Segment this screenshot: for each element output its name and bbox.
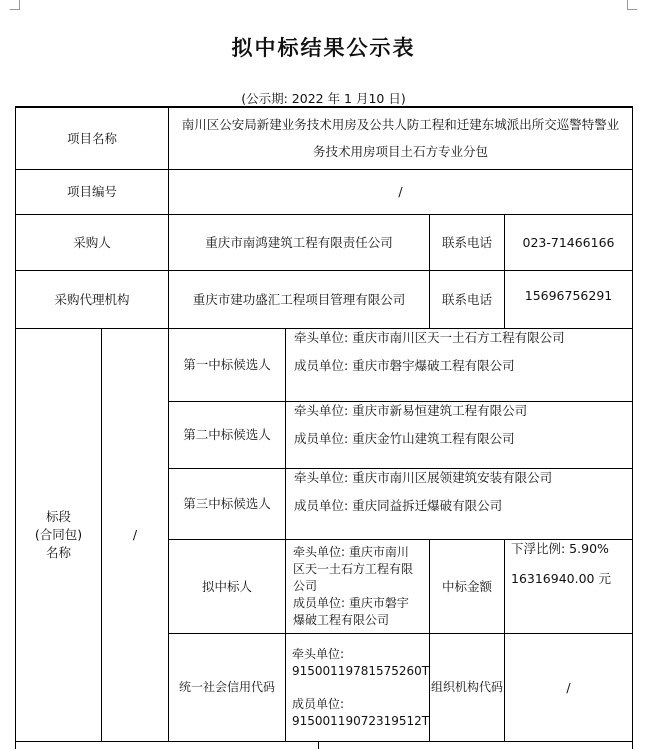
bid-amount: 16316940.00 元 bbox=[511, 571, 611, 586]
agency-phone-label: 联系电话 bbox=[441, 291, 492, 307]
section-value: / bbox=[132, 527, 138, 542]
candidate-2-label: 第二中标候选人 bbox=[183, 427, 271, 442]
credit-member-code: 91500119072319512T bbox=[292, 713, 430, 728]
credit-lead-code: 91500119781575260T bbox=[292, 663, 430, 678]
candidate-2-member: 成员单位: 重庆金竹山建筑工程有限公司 bbox=[294, 431, 515, 446]
credit-code-label: 统一社会信用代码 bbox=[178, 680, 275, 694]
candidate-2-lead: 牵头单位: 重庆市新易恒建筑工程有限公司 bbox=[294, 403, 528, 418]
candidate-2-detail bbox=[294, 402, 632, 468]
agency-phone-value: 15696756291 bbox=[524, 288, 613, 303]
winner-line2: 区天一土石方工程有限 bbox=[293, 562, 414, 576]
section-label-line2: (合同包) bbox=[34, 527, 83, 542]
buyer-phone-value: 023-71466166 bbox=[522, 234, 615, 250]
project-no-value: / bbox=[398, 184, 403, 199]
candidate-3-label: 第三中标候选人 bbox=[183, 496, 271, 511]
project-name-line2: 务技术用房项目土石方专业分包 bbox=[312, 144, 488, 159]
buyer-label: 采购人 bbox=[73, 234, 111, 250]
page-title: 拟中标结果公示表 bbox=[231, 36, 416, 60]
winner-line5: 爆破工程有限公司 bbox=[293, 613, 390, 627]
project-no-label: 项目编号 bbox=[66, 184, 117, 199]
credit-lead-label: 牵头单位: bbox=[292, 646, 345, 661]
agency-label: 采购代理机构 bbox=[54, 291, 130, 307]
project-name-label: 项目名称 bbox=[66, 130, 117, 146]
section-label-line3: 名称 bbox=[45, 545, 71, 560]
candidate-3-detail bbox=[294, 469, 632, 539]
org-code-label: 组织机构代码 bbox=[430, 680, 503, 694]
candidate-3-member: 成员单位: 重庆同益拆迁爆破有限公司 bbox=[294, 498, 503, 513]
winner-label: 拟中标人 bbox=[201, 578, 252, 594]
corner-mark-left bbox=[10, 0, 20, 10]
credit-member-label: 成员单位: bbox=[292, 696, 345, 711]
corner-mark-right bbox=[627, 0, 637, 10]
candidate-1-label: 第一中标候选人 bbox=[183, 357, 271, 372]
section-label-line1: 标段 bbox=[45, 509, 71, 524]
publicity-date: (公示期: 2022 年 1 月10 日) bbox=[241, 91, 406, 106]
winner-line4: 成员单位: 重庆市磐宇 bbox=[293, 596, 409, 610]
float-ratio: 下浮比例: 5.90% bbox=[511, 541, 609, 556]
credit-code-detail bbox=[292, 634, 429, 741]
winner-detail bbox=[293, 540, 429, 633]
winner-line1: 牵头单位: 重庆市南川 bbox=[293, 545, 409, 559]
section-label bbox=[16, 329, 101, 741]
candidate-1-member: 成员单位: 重庆市磐宇爆破工程有限公司 bbox=[294, 358, 515, 373]
project-name-value bbox=[169, 108, 632, 169]
org-code-value: / bbox=[566, 679, 571, 695]
project-name-line1: 南川区公安局新建业务技术用房及公共人防工程和迁建东城派出所交巡警特警业 bbox=[181, 117, 620, 132]
buyer-phone-label: 联系电话 bbox=[441, 234, 492, 250]
amount-detail bbox=[511, 540, 632, 633]
amount-label: 中标金额 bbox=[441, 578, 492, 594]
agency-value: 重庆市建功盛汇工程项目管理有限公司 bbox=[192, 291, 406, 307]
candidate-1-lead: 牵头单位: 重庆市南川区天一土石方工程有限公司 bbox=[294, 330, 565, 345]
candidate-3-lead: 牵头单位: 重庆市南川区展领建筑安装有限公司 bbox=[294, 470, 553, 485]
candidate-1-detail bbox=[294, 329, 632, 401]
buyer-value: 重庆市南鸿建筑工程有限责任公司 bbox=[205, 234, 393, 250]
winner-line3: 公司 bbox=[293, 579, 318, 593]
